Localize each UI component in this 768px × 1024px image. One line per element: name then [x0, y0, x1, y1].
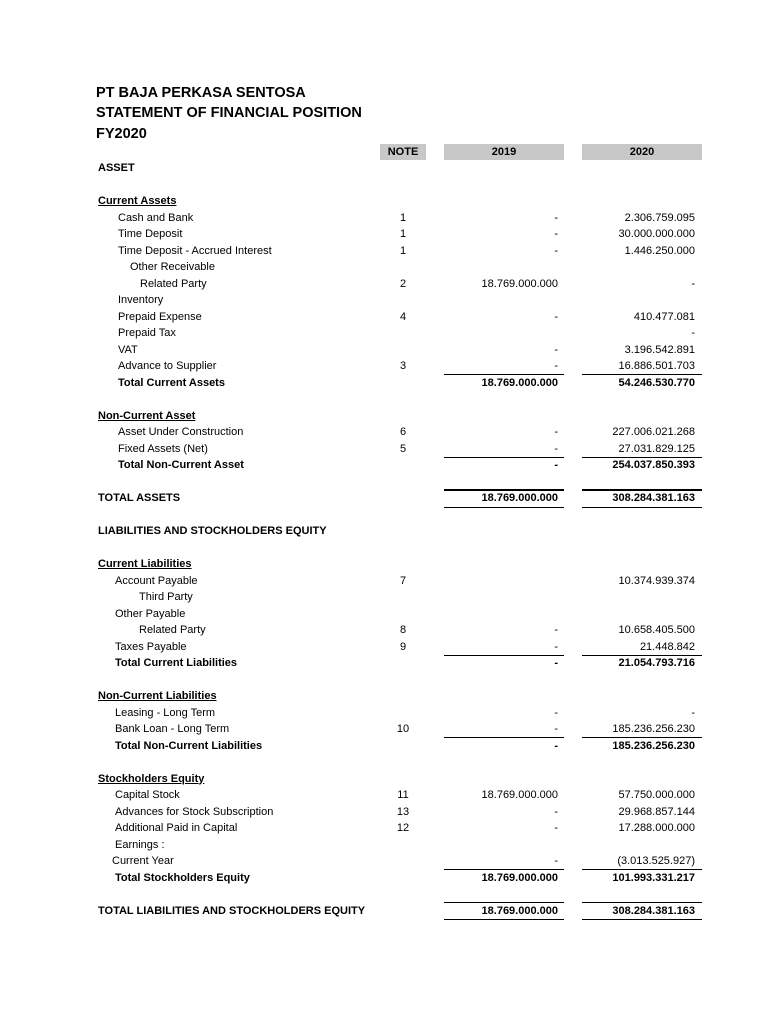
- line-item-label: Related Party: [140, 277, 207, 290]
- line-item-label: Time Deposit: [118, 228, 183, 240]
- value-2019: 18.769.000.000: [481, 492, 558, 504]
- value-2020: 254.037.850.393: [612, 459, 695, 471]
- value-2020: 30.000.000.000: [618, 228, 695, 240]
- line-item-label: Advances for Stock Subscription: [115, 805, 274, 818]
- column-header-2019: 2019: [444, 144, 564, 160]
- note-ref: 1: [399, 244, 407, 257]
- value-2019: 18.769.000.000: [481, 871, 558, 884]
- line-item-label: Total Current Liabilities: [115, 657, 238, 669]
- row-current-liabilities: [0, 556, 768, 573]
- row-asset: [0, 160, 768, 177]
- value-2020: 54.246.530.770: [618, 376, 695, 389]
- line-item-label: Current Liabilities: [98, 558, 192, 570]
- line-item-label: Time Deposit - Accrued Interest: [118, 244, 272, 257]
- row-time-deposit: [0, 226, 768, 243]
- value-2020: 185.236.256.230: [612, 723, 695, 735]
- line-item-label: Earnings :: [115, 838, 165, 851]
- note-ref: 12: [396, 822, 410, 834]
- note-ref: 1: [399, 211, 407, 224]
- value-2019: 18.769.000.000: [481, 789, 558, 801]
- value-2019: -: [554, 228, 558, 240]
- total-rule-top: [582, 489, 702, 490]
- note-ref: 3: [399, 360, 407, 372]
- company-name: PT BAJA PERKASA SENTOSA: [96, 85, 306, 101]
- note-ref: 5: [399, 442, 407, 455]
- value-2020: 57.750.000.000: [618, 789, 695, 801]
- line-item-label: Related Party: [139, 624, 206, 636]
- statement-title: STATEMENT OF FINANCIAL POSITION: [96, 105, 362, 121]
- value-2019: -: [554, 343, 558, 356]
- subtotal-rule: [582, 655, 702, 656]
- subtotal-rule: [582, 457, 702, 458]
- subtotal-rule: [582, 737, 702, 738]
- line-item-label: ASSET: [98, 162, 135, 174]
- row-prepaid-tax: [0, 325, 768, 342]
- row-current-year: [0, 853, 768, 870]
- total-rule-bottom: [582, 507, 702, 508]
- line-item-label: Inventory: [118, 294, 164, 306]
- value-2019: -: [554, 442, 558, 455]
- line-item-label: Advance to Supplier: [118, 360, 217, 372]
- subtotal-rule: [444, 655, 564, 656]
- line-item-label: Other Receivable: [130, 261, 215, 273]
- value-2020: 21.448.842: [639, 640, 695, 653]
- row-non-current-liabilities: [0, 688, 768, 705]
- column-header-note: NOTE: [380, 144, 426, 160]
- line-item-label: Total Non-Current Asset: [118, 459, 244, 471]
- value-2019: -: [554, 739, 558, 752]
- value-2019: -: [554, 360, 558, 372]
- total-rule-top: [582, 902, 702, 903]
- total-rule-bottom: [582, 919, 702, 920]
- value-2020: -: [691, 277, 695, 290]
- value-2019: -: [554, 805, 558, 818]
- row-other-receivable: [0, 259, 768, 276]
- value-2020: 1.446.250.000: [624, 244, 695, 257]
- spacer-row: [0, 886, 768, 903]
- row-bank-loan-long-term: [0, 721, 768, 738]
- line-item-label: Leasing - Long Term: [115, 706, 216, 719]
- row-asset-under-construction: [0, 424, 768, 441]
- value-2019: 18.769.000.000: [481, 376, 558, 389]
- note-ref: 4: [399, 310, 407, 323]
- value-2019: -: [554, 624, 558, 636]
- subtotal-rule: [444, 457, 564, 458]
- note-ref: 6: [399, 426, 407, 438]
- value-2019: -: [554, 211, 558, 224]
- value-2019: -: [554, 706, 558, 719]
- value-2019: 18.769.000.000: [481, 277, 558, 290]
- note-ref: 1: [399, 228, 407, 240]
- line-item-label: TOTAL ASSETS: [98, 492, 181, 504]
- total-rule-bottom: [444, 919, 564, 920]
- row-cash-and-bank: [0, 210, 768, 227]
- column-header-2020: 2020: [582, 144, 702, 160]
- line-item-label: Fixed Assets (Net): [118, 442, 208, 455]
- value-2020: 308.284.381.163: [612, 492, 695, 504]
- subtotal-rule: [444, 374, 564, 375]
- line-item-label: Current Year: [112, 855, 174, 867]
- line-item-label: Account Payable: [115, 574, 198, 587]
- row-capital-stock: [0, 787, 768, 804]
- value-2019: -: [554, 426, 558, 438]
- value-2019: -: [554, 640, 558, 653]
- row-advance-to-supplier: [0, 358, 768, 375]
- row-prepaid-expense: [0, 309, 768, 326]
- line-item-label: Current Assets: [98, 195, 177, 207]
- value-2019: 18.769.000.000: [481, 904, 558, 917]
- spacer-row: [0, 507, 768, 524]
- line-item-label: Asset Under Construction: [118, 426, 244, 438]
- value-2020: 10.374.939.374: [618, 574, 695, 587]
- row-non-current-asset: [0, 408, 768, 425]
- value-2019: -: [554, 855, 558, 867]
- row-fixed-assets-net: [0, 441, 768, 458]
- row-stockholders-equity: [0, 771, 768, 788]
- line-item-label: Total Current Assets: [118, 376, 225, 389]
- row-liabilities-and-stockholders-equity: [0, 523, 768, 540]
- spacer-row: [0, 391, 768, 408]
- line-item-label: Prepaid Tax: [118, 327, 176, 339]
- value-2020: -: [691, 706, 695, 719]
- row-vat: [0, 342, 768, 359]
- row-total-current-assets: [0, 375, 768, 392]
- value-2019: -: [554, 310, 558, 323]
- row-taxes-payable: [0, 639, 768, 656]
- value-2020: 2.306.759.095: [624, 211, 695, 224]
- row-total-non-current-asset: [0, 457, 768, 474]
- row-advances-for-stock-subscription: [0, 804, 768, 821]
- row-third-party: [0, 589, 768, 606]
- value-2020: 227.006.021.268: [612, 426, 695, 438]
- spacer-row: [0, 474, 768, 491]
- total-rule-bottom: [444, 507, 564, 508]
- row-total-assets: [0, 490, 768, 507]
- line-item-label: Taxes Payable: [115, 640, 187, 653]
- value-2020: 101.993.331.217: [612, 871, 695, 884]
- line-item-label: Prepaid Expense: [118, 310, 202, 323]
- value-2020: 16.886.501.703: [618, 360, 695, 372]
- row-current-assets: [0, 193, 768, 210]
- row-total-stockholders-equity: [0, 870, 768, 887]
- row-account-payable: [0, 573, 768, 590]
- value-2020: 27.031.829.125: [618, 442, 695, 455]
- spacer-row: [0, 540, 768, 557]
- value-2020: 308.284.381.163: [612, 904, 695, 917]
- note-ref: 10: [396, 723, 410, 735]
- value-2019: -: [554, 822, 558, 834]
- row-other-payable: [0, 606, 768, 623]
- line-item-label: VAT: [118, 343, 138, 356]
- line-item-label: Total Stockholders Equity: [115, 871, 250, 884]
- note-ref: 2: [399, 277, 407, 290]
- row-leasing-long-term: [0, 705, 768, 722]
- line-item-label: Additional Paid in Capital: [115, 822, 238, 834]
- value-2020: 29.968.857.144: [618, 805, 695, 818]
- note-ref: 9: [399, 640, 407, 653]
- row-related-party: [0, 276, 768, 293]
- value-2020: 185.236.256.230: [612, 739, 695, 752]
- value-2020: 10.658.405.500: [618, 624, 695, 636]
- note-ref: 8: [399, 624, 407, 636]
- row-additional-paid-in-capital: [0, 820, 768, 837]
- line-item-label: Non-Current Liabilities: [98, 690, 217, 702]
- value-2020: 17.288.000.000: [618, 822, 695, 834]
- value-2020: 410.477.081: [633, 310, 695, 323]
- note-ref: 13: [396, 805, 410, 818]
- value-2019: -: [554, 459, 558, 471]
- row-time-deposit-accrued-interest: [0, 243, 768, 260]
- value-2020: -: [691, 327, 695, 339]
- value-2020: (3.013.525.927): [617, 855, 695, 867]
- subtotal-rule: [582, 869, 702, 870]
- line-item-label: Capital Stock: [115, 789, 180, 801]
- row-total-non-current-liabilities: [0, 738, 768, 755]
- line-item-label: LIABILITIES AND STOCKHOLDERS EQUITY: [98, 525, 327, 537]
- subtotal-rule: [582, 374, 702, 375]
- line-item-label: Total Non-Current Liabilities: [115, 739, 263, 752]
- line-item-label: Non-Current Asset: [98, 409, 196, 422]
- value-2019: -: [554, 657, 558, 669]
- line-item-label: TOTAL LIABILITIES AND STOCKHOLDERS EQUITY: [98, 904, 366, 917]
- fiscal-period: FY2020: [96, 126, 147, 142]
- subtotal-rule: [444, 869, 564, 870]
- note-ref: 7: [399, 574, 407, 587]
- line-item-label: Stockholders Equity: [98, 772, 205, 785]
- value-2019: -: [554, 723, 558, 735]
- subtotal-rule: [444, 737, 564, 738]
- line-item-label: Third Party: [139, 591, 193, 603]
- row-total-liabilities-and-stockholders-equity: [0, 903, 768, 920]
- value-2020: 3.196.542.891: [624, 343, 695, 356]
- row-total-current-liabilities: [0, 655, 768, 672]
- total-rule-top: [444, 902, 564, 903]
- spacer-row: [0, 754, 768, 771]
- spacer-row: [0, 672, 768, 689]
- row-earnings: [0, 837, 768, 854]
- total-rule-top: [444, 489, 564, 490]
- note-ref: 11: [397, 789, 409, 801]
- spacer-row: [0, 177, 768, 194]
- line-item-label: Cash and Bank: [118, 211, 194, 224]
- value-2019: -: [554, 244, 558, 257]
- row-inventory: [0, 292, 768, 309]
- value-2020: 21.054.793.716: [618, 657, 695, 669]
- row-related-party: [0, 622, 768, 639]
- line-item-label: Other Payable: [115, 607, 186, 620]
- line-item-label: Bank Loan - Long Term: [115, 723, 230, 735]
